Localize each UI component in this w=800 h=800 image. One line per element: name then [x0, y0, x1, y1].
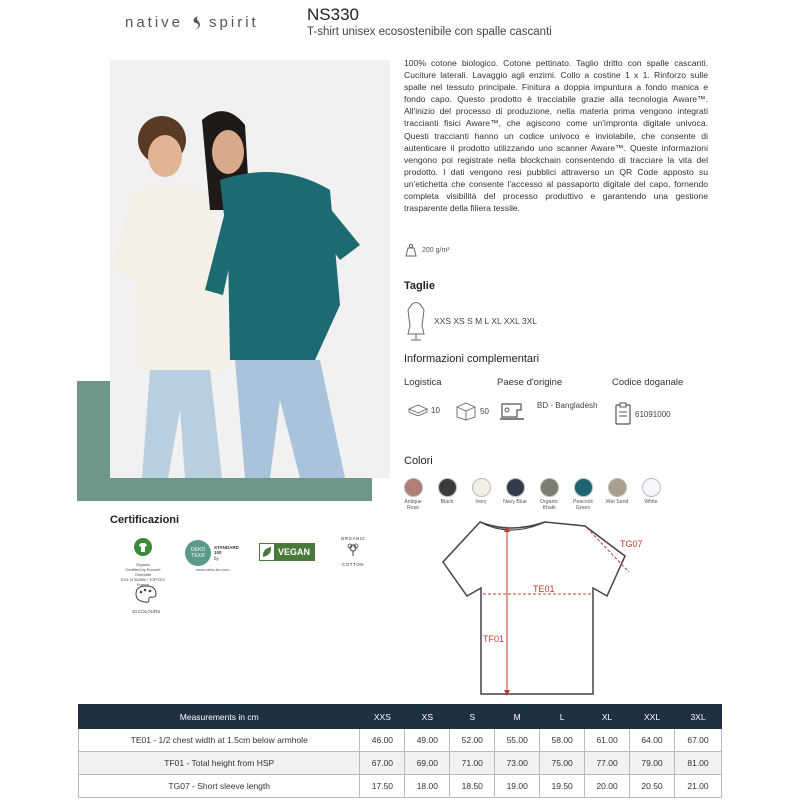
vegan-label: VEGAN: [278, 547, 311, 557]
info-heading: Informazioni complementari: [404, 353, 540, 365]
table-cell: 55.00: [495, 729, 540, 752]
fabric-weight: [404, 243, 450, 257]
swatch-dot: [540, 478, 559, 497]
gots-logo-icon: [133, 537, 153, 557]
table-header: 3XL: [675, 705, 722, 729]
table-cell: 67.00: [675, 729, 722, 752]
swatch-antique-rose[interactable]: Antique Rose: [398, 478, 428, 511]
swatch-peacock-green[interactable]: Peacock Green: [568, 478, 598, 511]
model-photo: [110, 60, 390, 478]
table-cell: 20.00: [585, 775, 630, 798]
table-cell: 58.00: [540, 729, 585, 752]
swatch-white[interactable]: White: [636, 478, 666, 511]
table-cell: 21.00: [675, 775, 722, 798]
tf01-label: TF01: [483, 634, 505, 644]
table-header: S: [450, 705, 495, 729]
table-cell: 79.00: [630, 752, 675, 775]
sewing-machine-icon: [499, 400, 525, 422]
swatch-dot: [404, 478, 423, 497]
oeko-text: STANDARD 100 by: [214, 544, 239, 561]
gots-badge: [118, 537, 168, 587]
swatch-black[interactable]: Black: [432, 478, 462, 511]
te01-label: TE01: [533, 584, 555, 594]
clipboard-icon: [614, 402, 632, 426]
table-row: [79, 752, 722, 775]
table-header: XXS: [360, 705, 405, 729]
swatch-dot: [472, 478, 491, 497]
customs-value: [614, 402, 671, 426]
table-header: Measurements in cm: [79, 705, 360, 729]
logistics-pack-value: 10: [431, 405, 440, 415]
gots-line-2: Certified by Ecocert Greenlife: [125, 567, 161, 577]
table-cell: TE01 - 1/2 chest width at 1.5cm below armhole: [79, 729, 360, 752]
product-code: NS330: [307, 5, 359, 24]
pack-icon: [408, 404, 428, 416]
table-cell: 77.00: [585, 752, 630, 775]
sizes-list: XXS XS S M L XL XXL 3XL: [434, 316, 537, 326]
swatch-dot: [574, 478, 593, 497]
vegan-badge: [259, 543, 315, 561]
logistics-label: Logistica: [404, 377, 442, 388]
table-header: M: [495, 705, 540, 729]
weight-value: 200 g/m²: [422, 246, 450, 254]
swatch-dot: [438, 478, 457, 497]
tg07-label: TG07: [620, 539, 643, 549]
tshirt-measurement-diagram: [435, 512, 650, 702]
organic-cotton-bottom: COTTON: [342, 562, 364, 567]
table-cell: 20.50: [630, 775, 675, 798]
vegan-leaf-icon: [260, 544, 274, 560]
sizes-heading: Taglie: [404, 280, 435, 292]
table-cell: 81.00: [675, 752, 722, 775]
swatch-navy-blue[interactable]: Navy Blue: [500, 478, 530, 511]
table-cell: 19.50: [540, 775, 585, 798]
colours-badge: [128, 584, 164, 614]
gots-line-3: EOL N°61086 / TOPTEX France: [121, 577, 165, 587]
table-cell: 17.50: [360, 775, 405, 798]
table-cell: 64.00: [630, 729, 675, 752]
table-cell: 75.00: [540, 752, 585, 775]
table-cell: 18.00: [405, 775, 450, 798]
color-swatches: [398, 478, 666, 511]
swatch-dot: [608, 478, 627, 497]
table-cell: 61.00: [585, 729, 630, 752]
colours-label: 10 COLOURS: [131, 609, 161, 614]
table-header: XXL: [630, 705, 675, 729]
box-icon: [455, 401, 477, 421]
customs-code: 61091000: [635, 409, 671, 419]
oeko-url: www.oeko-tex.com: [196, 567, 230, 572]
organic-cotton-top: ORGANIC: [340, 536, 366, 541]
table-cell: 18.50: [450, 775, 495, 798]
logo-text-right: spirit: [209, 14, 259, 31]
table-cell: TF01 - Total height from HSP: [79, 752, 360, 775]
organic-cotton-badge: [336, 536, 370, 572]
oeko-line-2: TEX®: [191, 553, 205, 559]
oeko-tex-circle: [185, 540, 211, 566]
table-cell: 73.00: [495, 752, 540, 775]
brand-logo: [125, 14, 259, 31]
oeko-line-1: OEKO: [190, 547, 206, 553]
swatch-ivory[interactable]: Ivory: [466, 478, 496, 511]
logistics-pack: [408, 404, 440, 416]
product-subtitle: T-shirt unisex ecosostenibile con spalle cascanti: [307, 26, 552, 38]
table-cell: 19.00: [495, 775, 540, 798]
table-header: XS: [405, 705, 450, 729]
colors-heading: Colori: [404, 455, 433, 467]
logistics-box-value: 50: [480, 406, 489, 416]
brand-mark-icon: [189, 15, 203, 31]
swatch-dot: [506, 478, 525, 497]
sizes-row: [404, 300, 537, 342]
product-description: 100% cotone biologico. Cotone pettinato. Taglio dritto con spalle cascanti. Cuciture laterali. Lavaggio agli enzimi. Collo a costine 1 x 1. Rinforzo sulle spalle nel tessuto principale. Finitura a doppia impuntura a fondo manica e fondo capo. Questo prodotto è tracciabile grazie alla tecnologia Aware™. All'inizio del processo di produzione, nella materia prima vengono integrati traccianti fisici Aware™, che agiscono come un'impronta digitale univoca. Questi traccianti hanno un codice univoco e inviolabile, che consente di autenticare il prodotto utilizzando uno scanner Aware™. Queste informazioni vengono poi registrate nella blockchain consentendo di tracciare la vita del prodotto. I dati vengono resi pubblici attraverso un QR Code apposto su un'etichetta che consente l'accesso al passaporto digitale del capo, fornendo completa visibilità del processo produttivo e garantendo una gestione trasparente della filiera tessile.: [404, 58, 708, 214]
origin-text: BD - Bangladesh: [537, 401, 598, 410]
table-cell: 52.00: [450, 729, 495, 752]
table-cell: 46.00: [360, 729, 405, 752]
table-row: [79, 775, 722, 798]
table-cell: TG07 - Short sleeve length: [79, 775, 360, 798]
models-illustration: [110, 60, 390, 478]
weight-icon: [404, 243, 418, 257]
certifications-heading: Certificazioni: [110, 514, 180, 526]
swatch-organic-khaki[interactable]: Organic Khaki: [534, 478, 564, 511]
table-cell: 71.00: [450, 752, 495, 775]
origin-label: Paese d'origine: [497, 377, 563, 388]
table-cell: 49.00: [405, 729, 450, 752]
measurements-table: [78, 704, 722, 798]
logo-text-left: native: [125, 14, 184, 31]
swatch-dot: [642, 478, 661, 497]
logistics-box: [455, 401, 489, 421]
palette-icon: [134, 584, 158, 604]
table-header-row: [79, 705, 722, 729]
mannequin-icon: [404, 300, 428, 342]
table-row: [79, 729, 722, 752]
cotton-flower-icon: [345, 541, 361, 557]
gots-line-1: Organic: [135, 562, 150, 567]
tshirt-outline: [443, 522, 625, 694]
swatch-wet-sand[interactable]: Wet Sand: [602, 478, 632, 511]
table-header: L: [540, 705, 585, 729]
origin-value: [499, 400, 525, 422]
table-header: XL: [585, 705, 630, 729]
table-cell: 67.00: [360, 752, 405, 775]
customs-label: Codice doganale: [612, 377, 684, 388]
oeko-tex-badge: [185, 540, 239, 566]
table-cell: 69.00: [405, 752, 450, 775]
